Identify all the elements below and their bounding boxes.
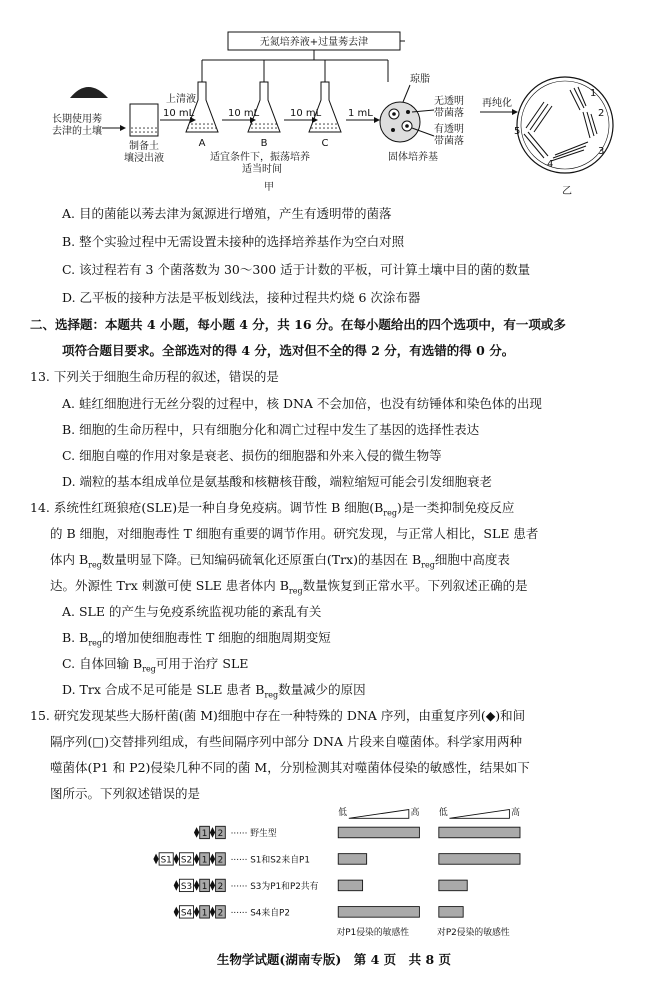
repeat-diamond-icon	[194, 854, 199, 865]
high-label-p1: 高	[410, 807, 420, 818]
halo-label-2: 带菌落	[434, 136, 464, 147]
streak-region-4-label: 4	[547, 159, 554, 170]
q14-line-4: 达。外源性 Trx 刺激可使 SLE 患者体内 $B_{reg}$数量恢复到正常水平。下列叙述正确的是	[50, 578, 528, 596]
spacer-label: 2	[217, 881, 224, 892]
p1-sensitivity-bar	[338, 880, 362, 891]
sensitivity-wedge-p2	[449, 810, 509, 819]
flask-a-label: A	[198, 138, 206, 149]
repurify-label: 再纯化	[482, 98, 512, 109]
no-halo-label-1: 无透明	[434, 96, 464, 107]
q14-option-d: D. Trx 合成不足可能是 SLE 患者 $B_{reg}$数量减少的原因	[62, 682, 366, 700]
repeat-diamond-icon	[174, 880, 179, 891]
spacer-label: 1	[201, 829, 208, 839]
streak-plate-icon	[517, 77, 613, 173]
volume-label-4: 1 mL	[348, 108, 373, 119]
q15-line-3: 噬菌体(P1 和 P2)侵染几种不同的菌 M，分别检测其对噬菌体侵染的敏感性，结果如下	[50, 760, 530, 775]
q12-option-d: D. 乙平板的接种方法是平板划线法，接种过程共灼烧 6 次涂布器	[62, 290, 421, 305]
repeat-diamond-icon	[174, 854, 179, 865]
spacer-label: S3	[180, 881, 193, 892]
q15-line-1: 15. 研究发现某些大肠杆菌(菌 M)细胞中存在一种特殊的 DNA 序列，由重复序列(◆)和间	[30, 708, 526, 723]
strain-label: ······ S4来自P2	[230, 908, 290, 919]
volume-label-2: 10 mL	[228, 108, 260, 119]
page-footer: 生物学试题(湖南专版) 第 4 页 共 8 页	[216, 952, 452, 967]
volume-label-1: 10 mL	[163, 108, 195, 119]
soil-label-1: 长期使用莠	[52, 114, 102, 125]
experiment-diagram	[50, 30, 620, 205]
soil-mound-icon	[70, 87, 108, 98]
prep-label-1: 制备土	[129, 141, 159, 152]
q14-option-c: C. 自体回输 $B_{reg}$可用于治疗 SLE	[62, 656, 249, 674]
p1-sensitivity-bar	[338, 854, 366, 865]
soil-label-2: 去津的土壤	[52, 126, 102, 137]
repeat-diamond-icon	[210, 854, 215, 865]
no-halo-label-2: 带菌落	[434, 108, 464, 119]
q14-line-3: 体内 $B_{reg}$数量明显下降。已知编码硫氧化还原蛋白(Trx)的基因在 $B_{reg}$细胞中高度表	[50, 552, 510, 570]
repeat-diamond-icon	[210, 880, 215, 891]
caption-p1: 对P1侵染的敏感性	[336, 927, 410, 938]
solid-medium-label: 固体培养基	[388, 152, 438, 163]
q14-line-1: 14. 系统性红斑狼疮(SLE)是一种自身免疫病。调节性 B 细胞$(B_{reg})$是一类抑制免疫反应	[30, 500, 515, 518]
q14-line-2: 的 B 细胞，对细胞毒性 T 细胞有重要的调节作用。研究发现，与正常人相比，SLE 患者	[50, 526, 539, 541]
q12-option-a: A. 目的菌能以莠去津为氮源进行增殖，产生有透明带的菌落	[62, 206, 392, 221]
repeat-diamond-icon	[194, 880, 199, 891]
sensitivity-wedge-p1	[349, 810, 409, 819]
section2-instruction-1: 二、选择题：本题共 4 小题，每小题 4 分，共 16 分。在每小题给出的四个选项中，有一项或多	[30, 317, 566, 332]
streak-region-2-label: 2	[598, 108, 605, 119]
repeat-diamond-icon	[153, 854, 158, 865]
flask-c-label: C	[321, 138, 329, 149]
condition-label-1: 适宜条件下，振荡培养	[210, 152, 310, 163]
q14-option-b: B. $B_{reg}$的增加使细胞毒性 T 细胞的细胞周期变短	[62, 630, 331, 648]
spacer-label: S2	[180, 855, 193, 866]
high-label-p2: 高	[511, 807, 520, 818]
prep-label-2: 壤浸出液	[124, 153, 164, 164]
repeat-diamond-icon	[210, 907, 215, 918]
q12-option-b: B. 整个实验过程中无需设置未接种的选择培养基作为空白对照	[62, 234, 405, 249]
streak-region-5-label: 5	[514, 126, 521, 137]
spacer-label: 2	[217, 908, 224, 919]
repeat-diamond-icon	[210, 827, 215, 838]
spacer-label: S1	[160, 855, 172, 866]
strain-label: ······ 野生型	[230, 829, 277, 839]
supernatant-label: 上清液	[166, 94, 196, 105]
caption-p2: 对P2侵染的敏感性	[437, 927, 510, 938]
figure-label-yi: 乙	[562, 186, 572, 197]
q14-option-a: A. SLE 的产生与免疫系统监视功能的紊乱有关	[62, 604, 322, 619]
low-label-p2: 低	[438, 807, 448, 818]
q13-option-b: B. 细胞的生命历程中，只有细胞分化和凋亡过程中发生了基因的选择性表达	[62, 422, 480, 437]
spacer-label: 1	[201, 881, 208, 892]
q13-option-c: C. 细胞自噬的作用对象是衰老、损伤的细胞器和外来入侵的微生物等	[62, 448, 442, 463]
repeat-diamond-icon	[194, 827, 199, 838]
strain-label: ······ S3为P1和P2共有	[230, 881, 319, 892]
p2-sensitivity-bar	[439, 880, 467, 891]
flask-b-label: B	[260, 138, 268, 149]
streak-region-1-label: 1	[590, 88, 597, 99]
halo-label-1: 有透明	[434, 124, 464, 135]
spacer-label: S4	[180, 908, 193, 919]
q13-stem: 13. 下列关于细胞生命历程的叙述，错误的是	[30, 369, 279, 384]
spacer-label: 2	[217, 829, 224, 839]
low-label-p1: 低	[338, 807, 348, 818]
p2-sensitivity-bar	[439, 907, 463, 918]
petri-dish-icon	[380, 102, 420, 142]
q15-line-4: 图所示。下列叙述错误的是	[50, 786, 201, 801]
spacer-label: 1	[201, 908, 208, 919]
q15-line-2: 隔序列(□)交替排列组成，有些间隔序列中部分 DNA 片段来自噬菌体。科学家用两种	[50, 734, 522, 749]
repeat-diamond-icon	[174, 907, 179, 918]
q12-option-c: C. 该过程若有 3 个菌落数为 30～300 适于计数的平板，可计算土壤中目的菌的数量	[62, 262, 531, 277]
section2-instruction-2: 项符合题目要求。全部选对的得 4 分，选对但不全的得 2 分，有选错的得 0 分。	[62, 343, 515, 358]
agar-label: 琼脂	[410, 74, 430, 85]
strain-label: ······ S1和S2来自P1	[230, 855, 310, 866]
top-box-label: 无氮培养液+过量莠去津	[259, 37, 369, 48]
p2-sensitivity-bar	[439, 854, 520, 865]
p2-sensitivity-bar	[439, 827, 520, 838]
figure-label-jia: 甲	[264, 182, 274, 193]
q13-option-a: A. 蛙红细胞进行无丝分裂的过程中，核 DNA 不会加倍，也没有纺锤体和染色体的出现	[62, 396, 542, 411]
condition-label-2: 适当时间	[242, 164, 282, 175]
q13-option-d: D. 端粒的基本组成单位是氨基酸和核糖核苷酸，端粒缩短可能会引发细胞衰老	[62, 474, 493, 489]
repeat-diamond-icon	[194, 907, 199, 918]
p1-sensitivity-bar	[338, 827, 419, 838]
p1-sensitivity-bar	[338, 907, 419, 918]
spacer-label: 2	[217, 855, 224, 866]
volume-label-3: 10 mL	[290, 108, 322, 119]
phage-sensitivity-figure	[120, 806, 560, 956]
spacer-label: 1	[201, 855, 208, 866]
streak-region-3-label: 3	[598, 146, 605, 157]
